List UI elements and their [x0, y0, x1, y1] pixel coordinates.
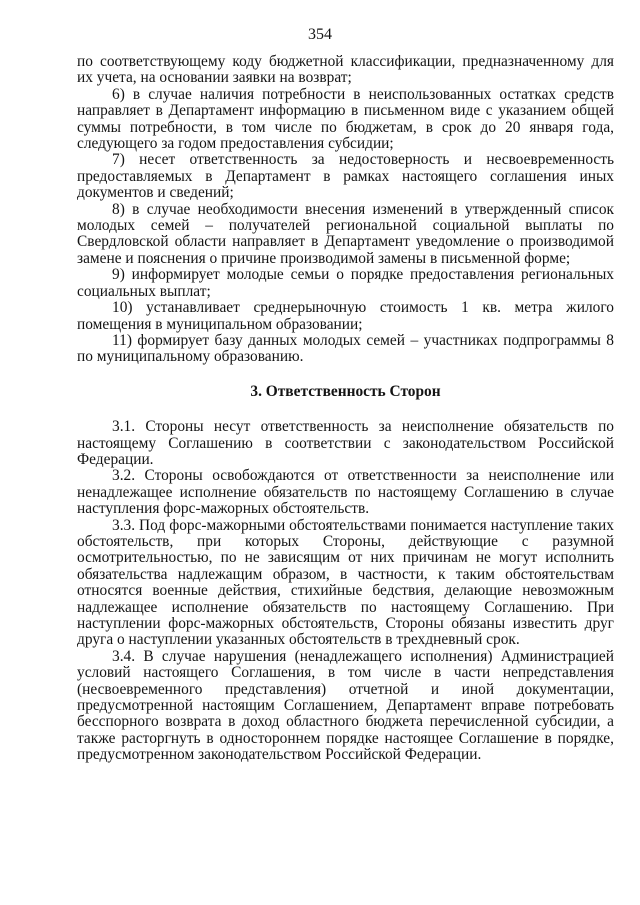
paragraph-item-8: 8) в случае необходимости внесения изменений в утвержденный список молодых семей – получателей региональной социальной выплаты по Свердловской области направляет в Департамент уведомление о производимой замене и пояснения о причине производимой замены в письменной форме; [77, 200, 614, 267]
paragraph-item-9: 9) информирует молодые семьи о порядке предоставления региональных социальных выплат; [77, 266, 614, 300]
paragraph-item-11: 11) формирует базу данных молодых семей – участниках подпрограммы 8 по муниципальному образованию. [77, 331, 614, 366]
page-number: 354 [308, 26, 332, 43]
paragraph-top-0: по соответствующему коду бюджетной классификации, предназначенному для их учета, на основании заявки на возврат; [77, 53, 614, 87]
paragraph-item-6: 6) в случае наличия потребности в неиспользованных остатках средств направляет в Департамент информацию в письменном виде с указанием общей суммы потребности, в том числе по бюджетам, в срок до 20 января года, следующего за годом предоставления субсидии; [77, 85, 614, 153]
document-body [77, 54, 614, 764]
paragraph-item-10: 10) устанавливает среднерыночную стоимость 1 кв. метра жилого помещения в муниципальном образовании; [77, 299, 614, 333]
paragraph-3-1: 3.1. Стороны несут ответственность за неисполнение обязательств по настоящему Соглашению в соответствии с законодательством Российской Федерации. [77, 418, 614, 468]
section-heading: 3. Ответственность Сторон [250, 382, 441, 400]
paragraph-item-7: 7) несет ответственность за недостоверность и несвоевременность предоставляемых в Департамент в рамках настоящего соглашения иных документов и сведений; [77, 151, 614, 202]
paragraph-3-4: 3.4. В случае нарушения (ненадлежащего исполнения) Администрацией условий настоящего Соглашения, в том числе в части непредставления (несвоевременного представления) отчетной и иной документации, предусмотренной настоящим Соглашением, Департамент вправе потребовать бесспорного возврата в доход областного бюджета перечисленной субсидии, а также расторгнуть в одностороннем порядке настоящее Соглашение в порядке, предусмотренном законодательством Российской Федерации. [77, 647, 614, 764]
paragraph-3-3: 3.3. Под форс-мажорными обстоятельствами понимается наступление таких обстоятельств, при которых Стороны, действующие с разумной осмотрительностью, по не зависящим от них причинам не могут исполнить обязательства надлежащим образом, в частности, к таким обстоятельствам относятся военные действия, стихийные бедствия, делающие невозможным надлежащее исполнение обязательств по настоящему Соглашению. При наступлении форс-мажорных обстоятельств, Стороны обязаны известить друг друга о наступлении указанных обстоятельств в трехдневный срок. [77, 516, 614, 649]
paragraph-3-2: 3.2. Стороны освобождаются от ответственности за неисполнение или ненадлежащее исполнение обязательств по настоящему Соглашению в случае наступления форс-мажорных обстоятельств. [77, 467, 614, 518]
